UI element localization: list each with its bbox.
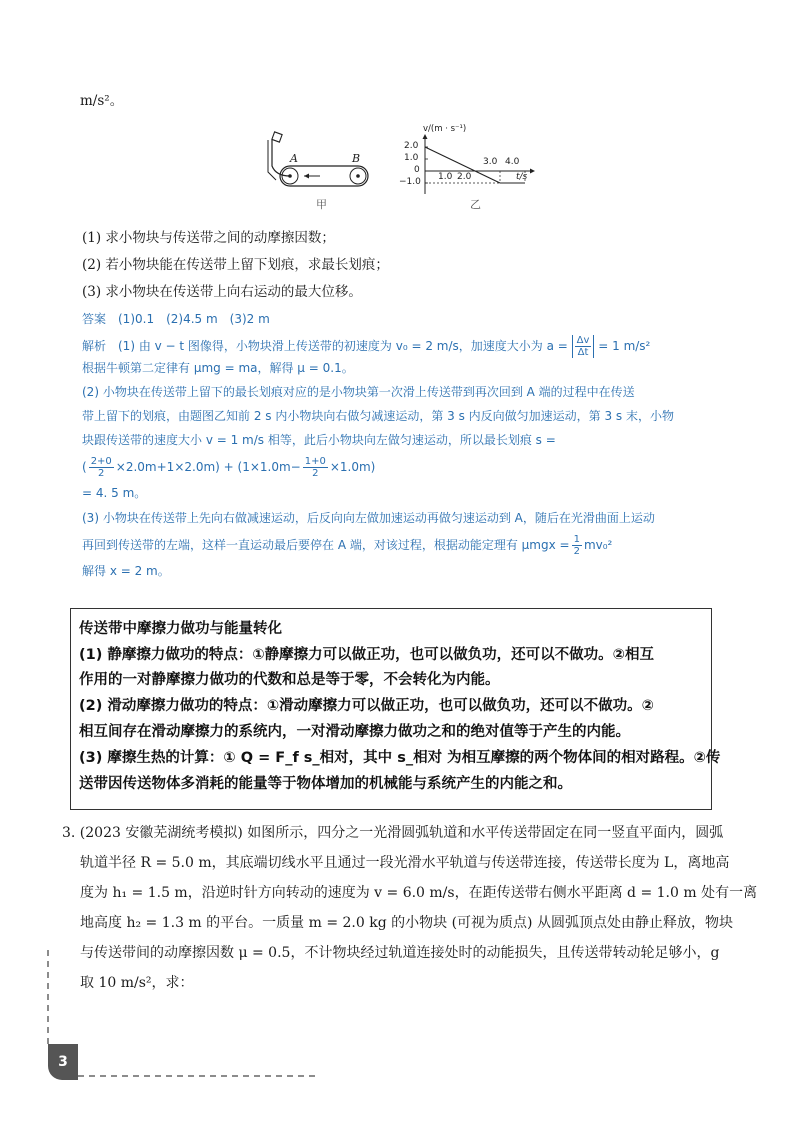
xtick-1: 1.0: [438, 172, 453, 182]
frac3-den: 2: [573, 546, 580, 557]
summary-line-4: 相互间存在滑动摩擦力的系统内，一对滑动摩擦力做功之和的绝对值等于产生的内能。: [79, 724, 630, 740]
label-B: B: [352, 152, 361, 165]
analysis-9-end: mv₀²: [583, 538, 613, 552]
frac1-num: 2+0: [90, 456, 112, 467]
analysis-9-text: 再回到传送带的左端，这样一直运动最后要停在 A 端，对该过程，根据动能定理有 μmgx =: [82, 538, 570, 552]
problem3-line-6: 取 10 m/s²，求：: [80, 975, 194, 991]
page-number: 3: [48, 1044, 78, 1080]
frac1-den: 2: [98, 468, 105, 479]
frac-dt: Δt: [577, 347, 589, 358]
xtick-3: 3.0: [483, 157, 498, 167]
analysis-line-5: 块跟传送带的速度大小 v = 1 m/s 相等，此后小物块向左做匀速运动，所以最长划痕 s =: [82, 433, 556, 447]
analysis-line-10: 解得 x = 2 m。: [82, 564, 170, 578]
summary-line-6: 送带因传送物体多消耗的能量等于物体增加的机械能与系统产生的内能之和。: [79, 776, 572, 792]
analysis-line-7: = 4. 5 m。: [82, 486, 147, 500]
analysis-line-8: (3) 小物块在传送带上先向右做减速运动，后反向向左做加速运动再做匀速运动到 A，随后在光滑曲面上运动: [82, 511, 655, 525]
graph-xlabel: t/s: [516, 172, 528, 182]
analysis-6-end: ×1.0m): [329, 460, 376, 474]
analysis-line-9: [82, 534, 612, 557]
ytick-1: 1.0: [404, 153, 419, 163]
question-2: (2) 若小物块能在传送带上留下划痕，求最长划痕；: [82, 257, 389, 273]
frac3-num: 1: [573, 534, 580, 545]
analysis-line-3: (2) 小物块在传送带上留下的最长划痕对应的是小物块第一次滑上传送带到再次回到 A 端的过程中在传送: [82, 385, 635, 399]
analysis-line-6: [82, 456, 375, 479]
problem3-line-5: 与传送带间的动摩擦因数 μ = 0.5，不计物块经过轨道连接处时的动能损失，且传送带转动轮足够小，g: [80, 945, 720, 961]
summary-title: 传送带中摩擦力做功与能量转化: [79, 621, 282, 637]
question-3: (3) 求小物块在传送带上向右运动的最大位移。: [82, 284, 362, 300]
frac2-den: 2: [312, 468, 319, 479]
summary-line-1: (1) 静摩擦力做功的特点：①静摩擦力可以做正功，也可以做负功，还可以不做功。②相互: [79, 647, 654, 663]
dashed-margin-decoration: [40, 950, 340, 1090]
analysis-line-1: [82, 335, 650, 358]
ytick-0: 0: [414, 165, 420, 175]
problem3-line-2: 轨道半径 R = 5.0 m，其底端切线水平且通过一段光滑水平轨道与传送带连接，传送带长度为 L，离地高: [80, 855, 730, 871]
analysis-6-mid: ×2.0m+1×2.0m) + (1×1.0m−: [115, 460, 301, 474]
analysis-line-2: 根据牛顿第二定律有 μmg = ma，解得 μ = 0.1。: [82, 361, 354, 375]
frac2-num: 1+0: [304, 456, 326, 467]
summary-box: [70, 608, 721, 810]
analysis-1-end: = 1 m/s²: [598, 339, 651, 353]
figure-jia-caption: 甲: [316, 198, 327, 211]
frac-dv: Δv: [576, 335, 590, 346]
analysis-line-4: 带上留下的划痕，由题图乙知前 2 s 内小物块向右做匀减速运动，第 3 s 内反向做匀加速运动，第 3 s 末，小物: [82, 409, 674, 423]
graph-ylabel: v/(m · s⁻¹): [423, 124, 467, 134]
xtick-2: 2.0: [457, 172, 472, 182]
summary-line-2: 作用的一对静摩擦力做功的代数和总是等于零，不会转化为内能。: [79, 672, 500, 688]
problem3-line-1: 3. (2023 安徽芜湖统考模拟) 如图所示，四分之一光滑圆弧轨道和水平传送带固定在同一竖直平面内，圆弧: [62, 825, 724, 841]
answer-line: 答案 (1)0.1 (2)4.5 m (3)2 m: [82, 312, 270, 326]
analysis-1-text: 解析 (1) 由 v − t 图像得，小物块滑上传送带的初速度为 v₀ = 2 m/s，加速度大小为 a =: [82, 339, 568, 353]
top-unit-text: m/s²。: [80, 93, 124, 109]
ytick-neg1: −1.0: [399, 177, 421, 187]
paren-open: (: [82, 460, 87, 474]
summary-line-3: (2) 滑动摩擦力做功的特点：①滑动摩擦力可以做正功，也可以做负功，还可以不做功。②: [79, 698, 654, 714]
figure-yi-caption: 乙: [470, 198, 481, 211]
summary-line-5: (3) 摩擦生热的计算：① Q = F_f s_相对，其中 s_相对 为相互摩擦的两个物体间的相对路程。②传: [79, 750, 721, 766]
ytick-2: 2.0: [404, 141, 419, 151]
label-A: A: [290, 152, 298, 165]
problem3-line-3: 度为 h₁ = 1.5 m，沿逆时针方向转动的速度为 v = 6.0 m/s，在距传送带右侧水平距离 d = 1.0 m 处有一离: [80, 885, 758, 901]
question-1: (1) 求小物块与传送带之间的动摩擦因数；: [82, 230, 335, 246]
xtick-4: 4.0: [505, 157, 520, 167]
problem3-line-4: 地高度 h₂ = 1.3 m 的平台。一质量 m = 2.0 kg 的小物块 (可视为质点) 从圆弧顶点处由静止释放，物块: [80, 915, 733, 931]
